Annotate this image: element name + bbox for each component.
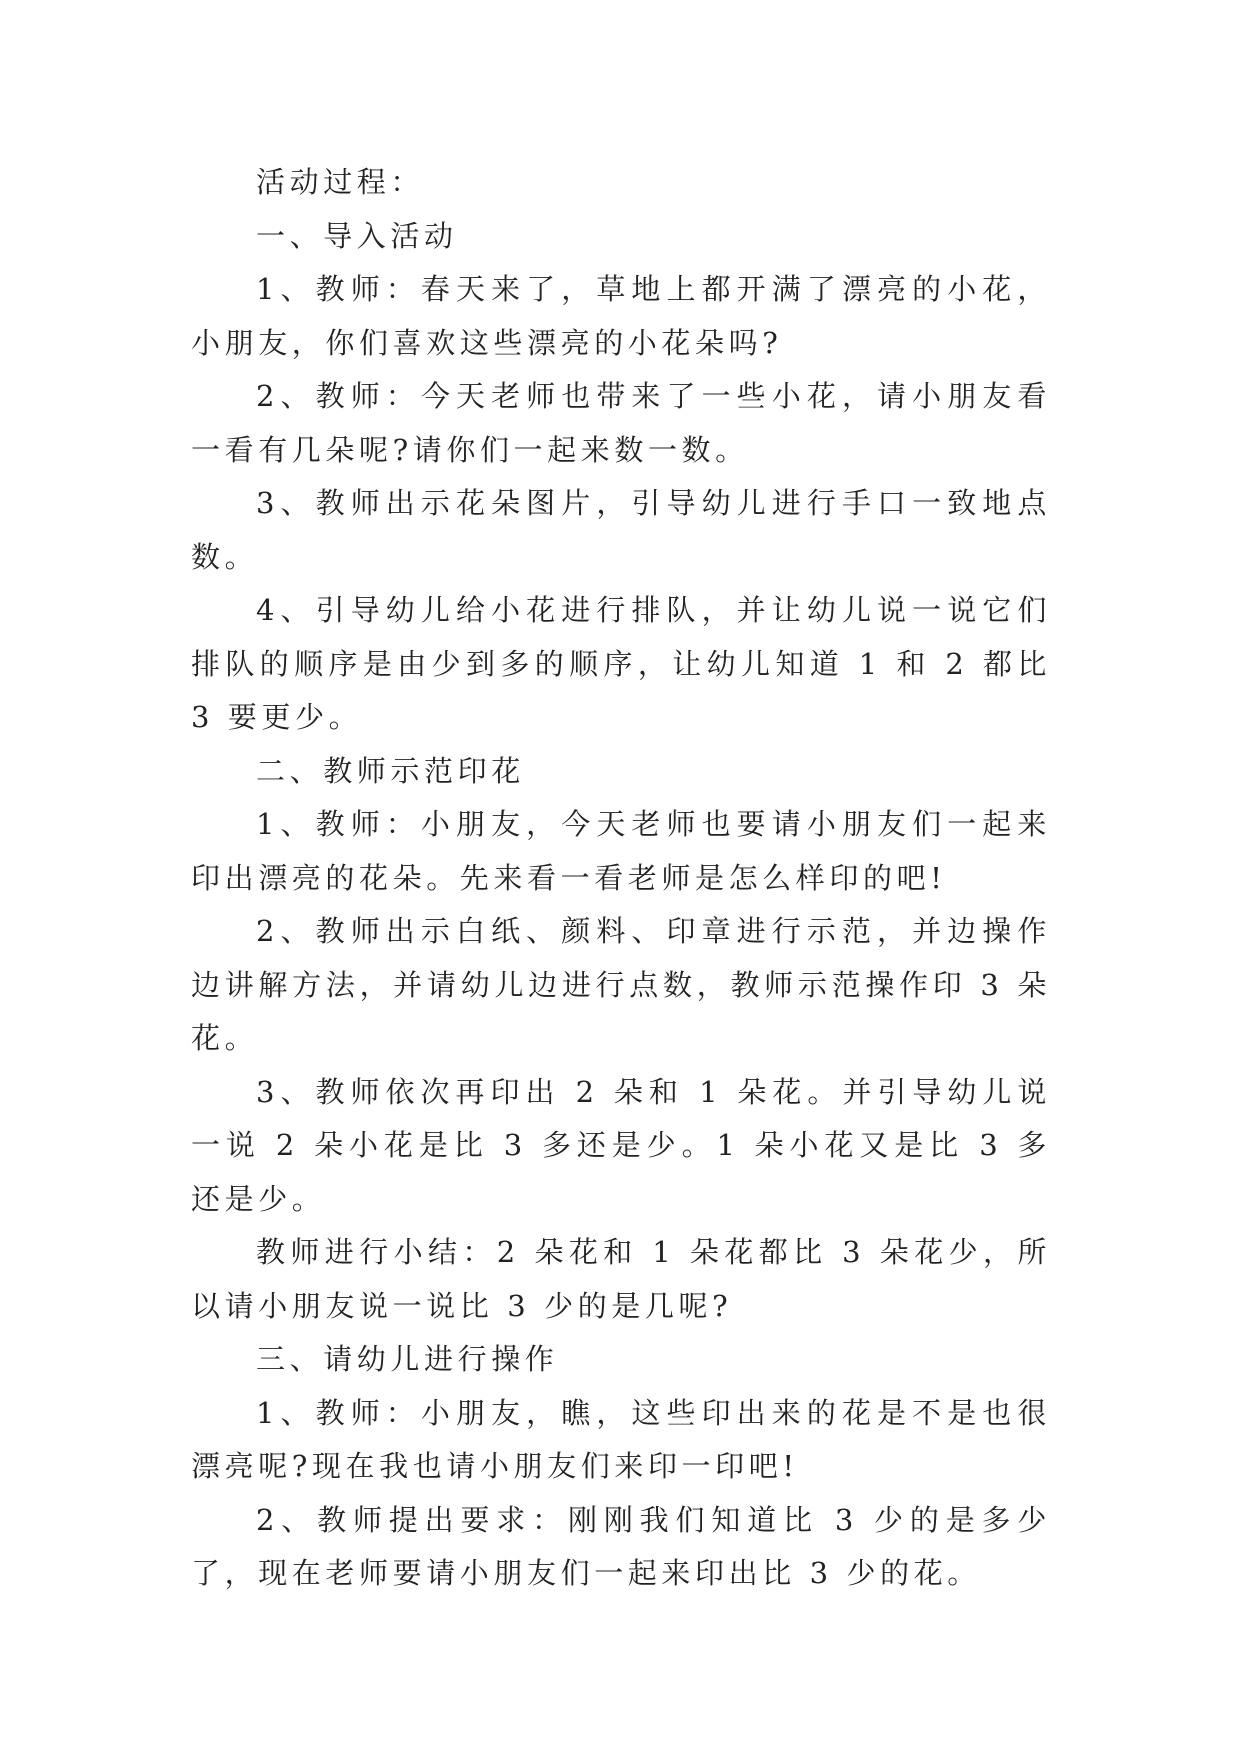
paragraph: 3、教师依次再印出 2 朵和 1 朵花。并引导幼儿说一说 2 朵小花是比 3 多还是少。1 朵小花又是比 3 多还是少。 xyxy=(191,1074,1051,1216)
paragraph: 3、教师出示花朵图片，引导幼儿进行手口一致地点数。 xyxy=(191,486,1051,574)
section-heading-intro: 一、导入活动 xyxy=(256,218,458,253)
paragraph: 1、教师：春天来了，草地上都开满了漂亮的小花，小朋友，你们喜欢这些漂亮的小花朵吗? xyxy=(191,272,1051,360)
section-heading-practice: 三、请幼儿进行操作 xyxy=(256,1342,559,1376)
paragraph: 2、教师出示白纸、颜料、印章进行示范，并边操作边讲解方法，并请幼儿边进行点数，教师示范操作印 3 朵花。 xyxy=(191,914,1051,1055)
paragraph-summary: 教师进行小结：2 朵花和 1 朵花都比 3 朵花少，所以请小朋友说一说比 3 少的是几呢? xyxy=(191,1235,1051,1323)
paragraph: 2、教师提出要求：刚刚我们知道比 3 少的是多少了，现在老师要请小朋友们一起来印出比 3 少的花。 xyxy=(191,1502,1051,1590)
section-heading-demo: 二、教师示范印花 xyxy=(256,753,525,788)
paragraph: 1、教师：小朋友，瞧，这些印出来的花是不是也很漂亮呢?现在我也请小朋友们来印一印吧! xyxy=(191,1395,1051,1483)
document-body xyxy=(191,156,1051,1601)
paragraph: 4、引导幼儿给小花进行排队，并让幼儿说一说它们排队的顺序是由少到多的顺序，让幼儿知道 1 和 2 都比 3 要更少。 xyxy=(191,593,1051,734)
paragraph: 2、教师：今天老师也带来了一些小花，请小朋友看一看有几朵呢?请你们一起来数一数。 xyxy=(191,379,1051,467)
heading-activity-process: 活动过程： xyxy=(256,165,425,199)
paragraph: 1、教师：小朋友，今天老师也要请小朋友们一起来印出漂亮的花朵。先来看一看老师是怎么样印的吧! xyxy=(191,807,1051,895)
